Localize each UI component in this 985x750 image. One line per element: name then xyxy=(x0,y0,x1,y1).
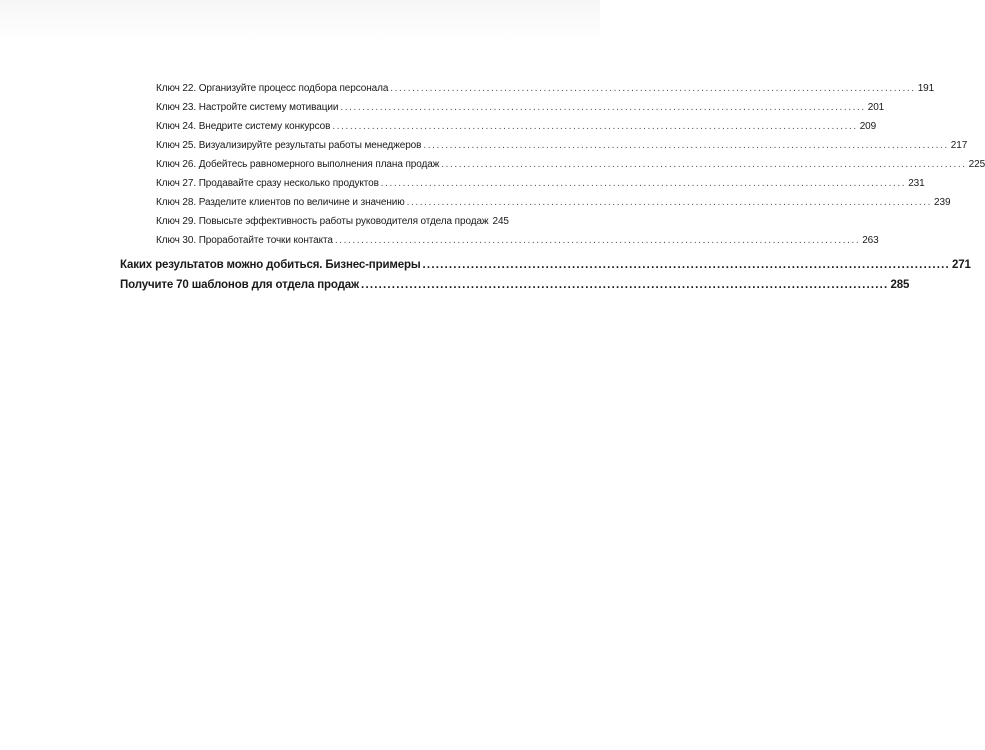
toc-leader-dots: ........................................................................................................................ xyxy=(361,279,889,291)
toc-entry-key-28 xyxy=(156,197,951,209)
toc-chapter-title: Получите 70 шаблонов для отдела продаж xyxy=(120,279,360,291)
toc-entry-title: Ключ 26. Добейтесь равномерного выполнения плана продаж xyxy=(156,159,440,170)
toc-leader-dots: ........................................................................................................................ xyxy=(390,83,916,94)
toc-entry-title: Ключ 25. Визуализируйте результаты работы менеджеров xyxy=(156,140,422,151)
toc-entry-title: Ключ 24. Внедрите систему конкурсов xyxy=(156,121,331,132)
toc-chapter-templates xyxy=(120,278,910,292)
toc-entry-key-30 xyxy=(156,235,879,247)
toc-entry-title: Ключ 30. Проработайте точки контакта xyxy=(156,235,333,246)
toc-entry-key-25 xyxy=(156,140,968,152)
toc-leader-dots: ........................................................................................................................ xyxy=(380,178,907,189)
toc-page-number: 271 xyxy=(951,259,971,271)
toc-leader-dots: ........................................................................................................................ xyxy=(334,235,861,246)
toc-page-number: 225 xyxy=(968,159,985,170)
toc-leader-dots: ........................................................................................................................ xyxy=(423,140,949,151)
toc-entry-key-23 xyxy=(156,102,885,114)
toc-chapter-title: Каких результатов можно добиться. Бизнес-примеры xyxy=(120,259,421,271)
toc-page-number: 231 xyxy=(908,178,925,189)
toc-entry-key-29 xyxy=(156,216,509,228)
toc-entry-title: Ключ 27. Продавайте сразу несколько продуктов xyxy=(156,178,379,189)
toc-entry-key-22 xyxy=(156,83,935,95)
toc-leader-dots: ........................................................................................................................ xyxy=(340,102,866,113)
toc-leader-dots: ........................................................................................................................ xyxy=(406,197,933,208)
toc-chapter-business-examples xyxy=(120,258,971,272)
toc-page-number: 209 xyxy=(859,121,877,132)
toc-leader-dots: ........................................................................................................................ xyxy=(332,121,858,132)
toc-entry-key-24 xyxy=(156,121,877,133)
toc-entry-title: Ключ 23. Настройте систему мотивации xyxy=(156,102,339,113)
toc-entry-title: Ключ 22. Организуйте процесс подбора персонала xyxy=(156,83,389,94)
toc-page-number: 263 xyxy=(862,235,879,246)
toc-entry-title: Ключ 28. Разделите клиентов по величине и значению xyxy=(156,197,405,208)
toc-page-number: 239 xyxy=(934,197,951,208)
toc-entry-key-27 xyxy=(156,178,925,190)
toc-page-number: 201 xyxy=(867,102,885,113)
toc-page-number: 285 xyxy=(890,279,910,291)
toc-entry-key-26 xyxy=(156,159,985,171)
toc-leader-dots: ........................................................................................................................ xyxy=(441,159,967,170)
toc-leader-dots: ........................................................................................................................ xyxy=(422,259,950,271)
toc-page-number: 245 xyxy=(492,216,509,227)
toc-page-number: 217 xyxy=(950,140,968,151)
toc-page-number: 191 xyxy=(917,83,935,94)
toc-entry-title: Ключ 29. Повысьте эффективность работы руководителя отдела продаж xyxy=(156,216,489,227)
